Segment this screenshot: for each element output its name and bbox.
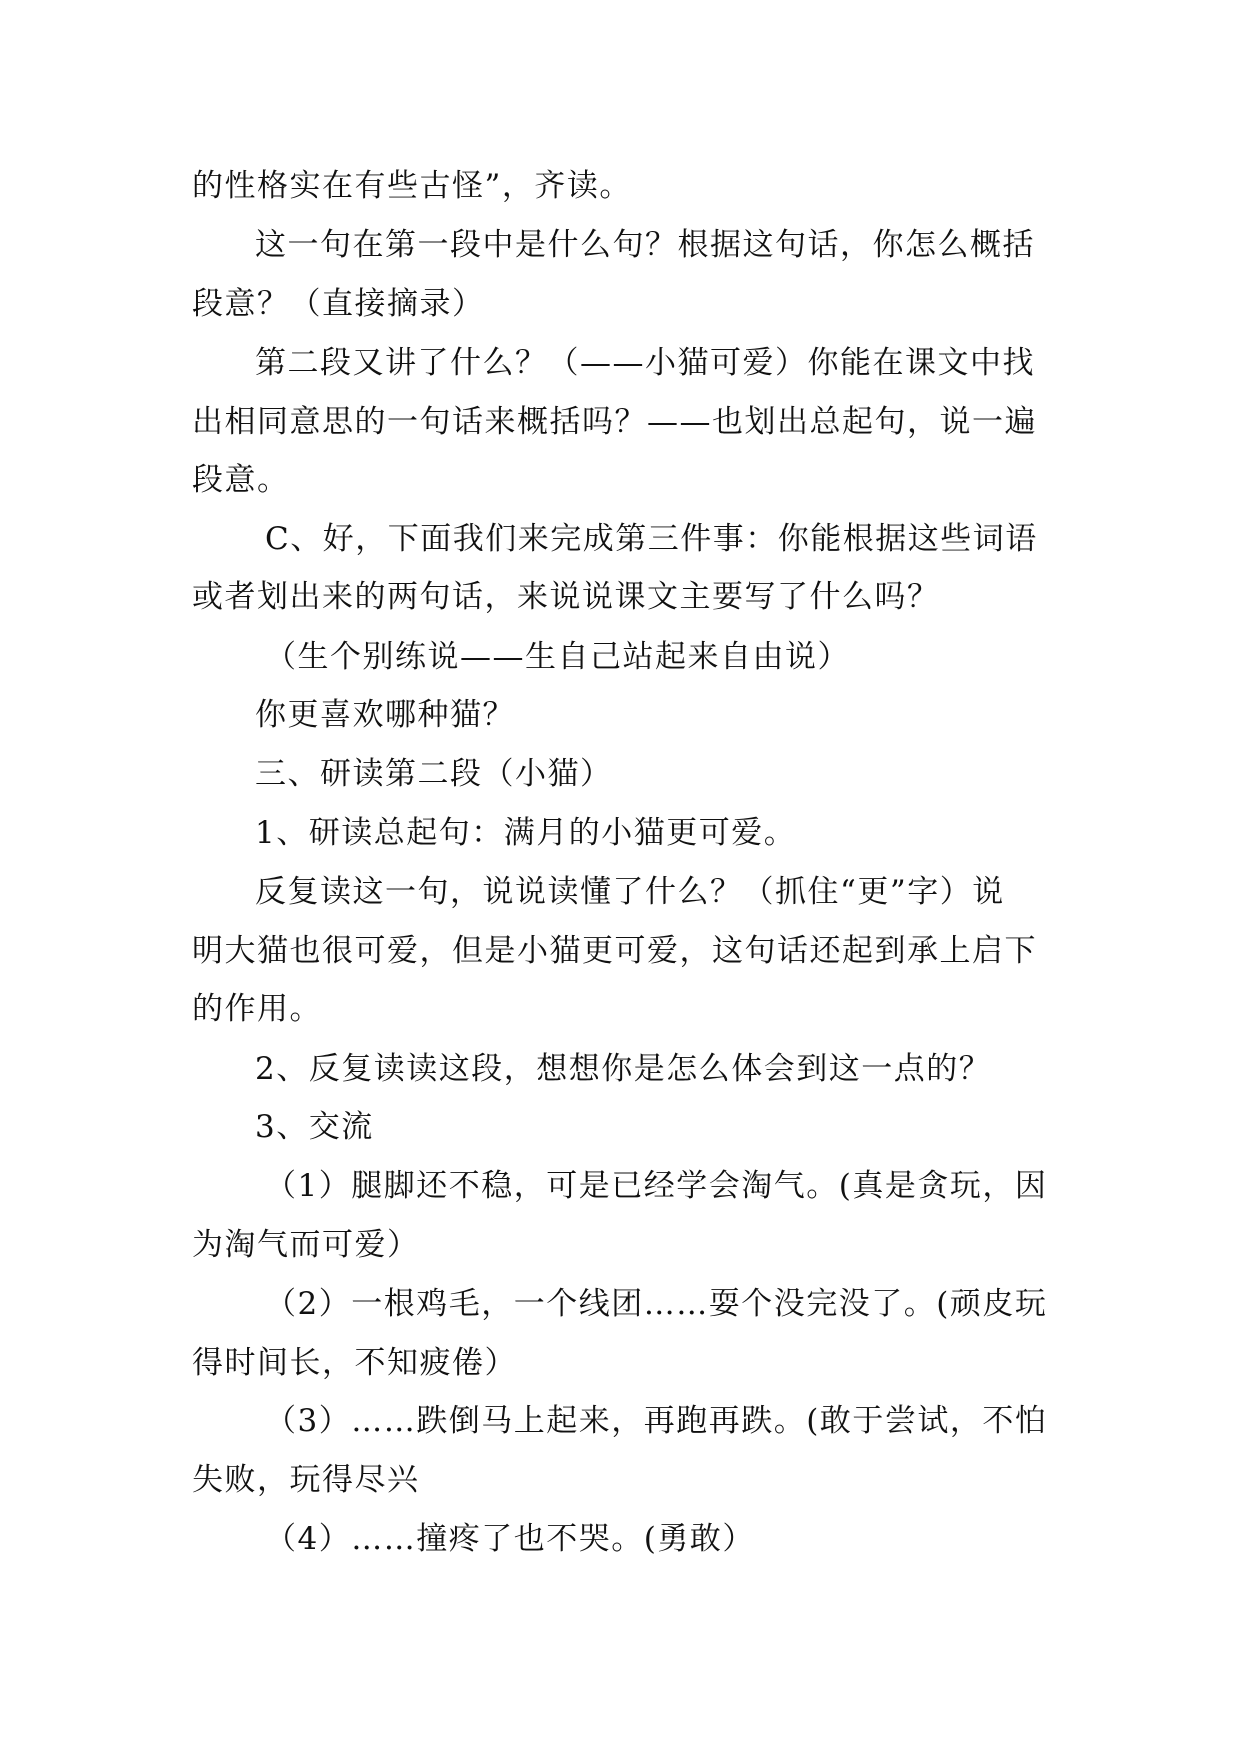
text-line: 得时间长，不知疲倦） [192, 1345, 517, 1381]
text-line: 出相同意思的一句话来概括吗？——也划出总起句，说一遍 [192, 404, 1037, 440]
text-line: （4）……撞疼了也不哭。(勇敢） [265, 1521, 755, 1557]
text-line: 反复读这一句，说说读懂了什么？（抓住“更”字）说 [255, 874, 1005, 910]
text-line: 2、反复读读这段，想想你是怎么体会到这一点的？ [255, 1051, 992, 1087]
text-line: 段意。 [192, 462, 290, 498]
text-line: 3、交流 [255, 1109, 374, 1145]
text-line: 的性格实在有些古怪”，齐读。 [192, 168, 632, 204]
text-line: （生个别练说——生自己站起来自由说） [265, 639, 850, 675]
text-line: （1）腿脚还不稳，可是已经学会淘气。(真是贪玩，因 [265, 1168, 1048, 1204]
section-heading: 三、研读第二段（小猫） [255, 756, 613, 792]
text-line: 为淘气而可爱） [192, 1227, 420, 1263]
text-line: 第二段又讲了什么？（——小猫可爱）你能在课文中找 [255, 345, 1035, 381]
text-line: 你更喜欢哪种猫？ [255, 697, 515, 733]
text-line: 段意？（直接摘录） [192, 286, 485, 322]
text-line: C、好，下面我们来完成第三件事：你能根据这些词语 [265, 521, 1038, 557]
text-line: 或者划出来的两句话，来说说课文主要写了什么吗？ [192, 579, 940, 615]
text-line: 明大猫也很可爱，但是小猫更可爱，这句话还起到承上启下 [192, 933, 1037, 969]
text-line: 失败，玩得尽兴 [192, 1462, 420, 1498]
text-line: （2）一根鸡毛，一个线团……耍个没完没了。(顽皮玩 [265, 1286, 1048, 1322]
text-line: 这一句在第一段中是什么句？根据这句话，你怎么概括 [255, 227, 1035, 263]
text-line: 的作用。 [192, 991, 322, 1027]
text-line: （3）……跌倒马上起来，再跑再跌。(敢于尝试，不怕 [265, 1403, 1048, 1439]
text-line: 1、研读总起句：满月的小猫更可爱。 [255, 815, 797, 851]
